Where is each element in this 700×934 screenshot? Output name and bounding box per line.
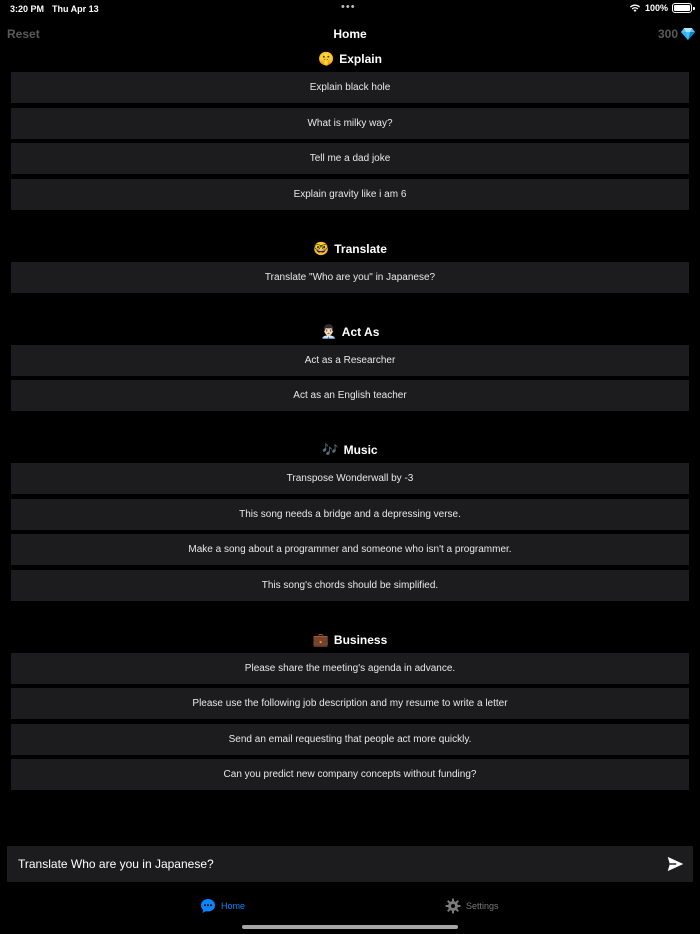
- section-explain: [11, 48, 689, 210]
- status-right: [629, 3, 692, 13]
- prompt-button[interactable]: Tell me a dad joke: [11, 143, 689, 174]
- music-notes-emoji-icon: 🎶: [322, 442, 339, 457]
- prompt-button[interactable]: Translate "Who are you" in Japanese?: [11, 262, 689, 293]
- section-header: [11, 629, 689, 651]
- home-indicator[interactable]: [242, 925, 458, 929]
- send-button[interactable]: [657, 846, 693, 882]
- prompt-button[interactable]: Send an email requesting that people act more quickly.: [11, 724, 689, 755]
- section-act-as: [11, 321, 689, 412]
- prompt-button[interactable]: Explain black hole: [11, 72, 689, 103]
- wifi-icon: [629, 3, 641, 13]
- message-input[interactable]: [7, 846, 657, 882]
- section-header: [11, 48, 689, 70]
- prompt-button[interactable]: Make a song about a programmer and someone who isn't a programmer.: [11, 534, 689, 565]
- status-time: 3:20 PM: [10, 4, 45, 14]
- page-title: Home: [333, 27, 367, 41]
- section-music: [11, 439, 689, 601]
- message-composer: [7, 846, 693, 882]
- prompt-button[interactable]: Transpose Wonderwall by -3: [11, 463, 689, 494]
- section-header: [11, 321, 689, 343]
- section-title: Act As: [341, 324, 380, 339]
- battery-icon: [672, 3, 692, 13]
- section-title: Explain: [339, 52, 382, 66]
- status-bar: [0, 0, 700, 18]
- briefcase-emoji-icon: 💼: [312, 631, 329, 647]
- section-translate: [11, 238, 689, 293]
- reset-button[interactable]: Reset: [7, 27, 40, 41]
- section-title: Music: [343, 443, 378, 457]
- section-header: [11, 439, 689, 461]
- prompt-button[interactable]: This song's chords should be simplified.: [11, 570, 689, 601]
- send-icon: [667, 856, 684, 872]
- credits-count: 300: [657, 27, 678, 41]
- gem-icon: [681, 28, 695, 40]
- section-business: [11, 629, 689, 791]
- office-worker-emoji-icon: 👨🏻‍💼: [320, 323, 337, 339]
- tab-settings-label: Settings: [466, 901, 499, 911]
- prompt-button[interactable]: Please share the meeting's agenda in advance.: [11, 653, 689, 684]
- prompt-button[interactable]: Explain gravity like i am 6: [11, 179, 689, 210]
- shush-emoji-icon: 🤫: [318, 51, 335, 66]
- prompt-button[interactable]: Act as an English teacher: [11, 380, 689, 411]
- section-title: Business: [333, 632, 388, 647]
- nerd-emoji-icon: 🤓: [313, 240, 330, 256]
- tab-bar: [0, 895, 700, 919]
- tab-home-label: Home: [221, 901, 246, 911]
- multitasking-dots[interactable]: •••: [341, 1, 356, 13]
- prompt-list: [11, 48, 689, 818]
- gear-icon: [445, 898, 461, 914]
- tab-settings[interactable]: [445, 898, 499, 914]
- prompt-button[interactable]: Please use the following job description and my resume to write a letter: [11, 688, 689, 719]
- credits-display[interactable]: [658, 27, 695, 41]
- prompt-button[interactable]: Act as a Researcher: [11, 345, 689, 376]
- battery-percent: 100%: [644, 3, 668, 13]
- prompt-button[interactable]: Can you predict new company concepts without funding?: [11, 759, 689, 790]
- tab-home[interactable]: [200, 898, 245, 914]
- section-header: [11, 238, 689, 260]
- status-date: Thu Apr 13: [52, 4, 99, 14]
- navigation-bar: [0, 24, 700, 46]
- section-title: Translate: [334, 241, 387, 256]
- prompt-button[interactable]: What is milky way?: [11, 108, 689, 139]
- chat-bubble-icon: [200, 898, 216, 914]
- prompt-button[interactable]: This song needs a bridge and a depressing verse.: [11, 499, 689, 530]
